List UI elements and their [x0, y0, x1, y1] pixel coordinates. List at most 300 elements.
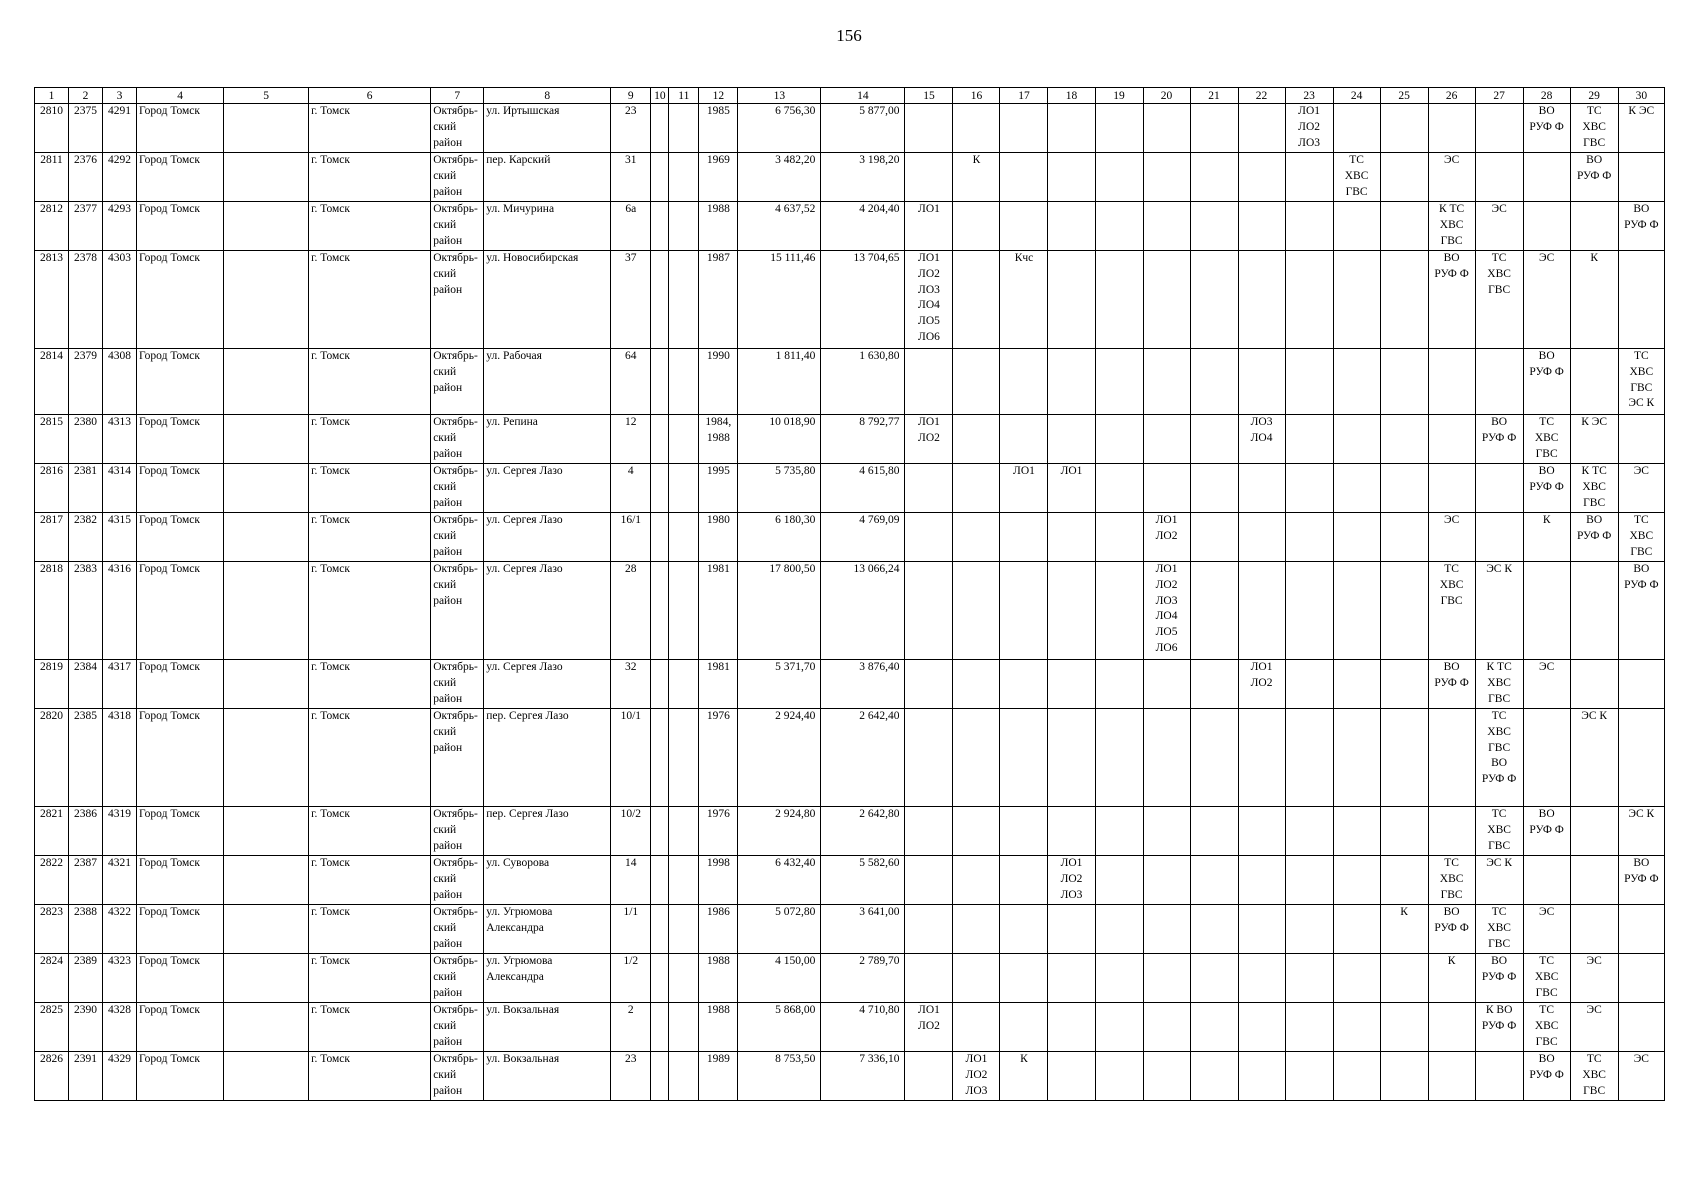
table-cell: 2812: [35, 202, 69, 251]
table-cell: [1380, 464, 1428, 513]
table-row: [35, 905, 1665, 954]
table-cell: [224, 349, 309, 415]
table-cell: [1190, 1052, 1238, 1101]
table-cell: 1976: [699, 807, 738, 856]
table-cell: [1000, 709, 1048, 807]
table-cell: [1618, 660, 1664, 709]
table-cell: [1048, 513, 1095, 562]
table-cell: [669, 660, 699, 709]
table-cell: Город Томск: [137, 807, 224, 856]
table-cell: [669, 202, 699, 251]
table-cell: Октябрь- ский район: [431, 104, 484, 153]
table-row: [35, 104, 1665, 153]
table-cell: [1143, 251, 1190, 349]
table-cell: [1285, 349, 1333, 415]
table-cell: ТС ХВС ГВС: [1523, 954, 1570, 1003]
table-cell: 14: [611, 856, 651, 905]
table-cell: ВО РУФ Ф: [1428, 905, 1475, 954]
table-cell: [1095, 856, 1143, 905]
table-cell: [1333, 202, 1380, 251]
table-cell: [1333, 251, 1380, 349]
table-cell: ВО РУФ Ф: [1618, 202, 1664, 251]
table-cell: [224, 562, 309, 660]
table-row: [35, 1052, 1665, 1101]
table-cell: Город Томск: [137, 856, 224, 905]
table-cell: 2817: [35, 513, 69, 562]
table-cell: 2380: [69, 415, 103, 464]
table-cell: [1000, 954, 1048, 1003]
table-cell: ЛО1 ЛО2 ЛО3: [953, 1052, 1000, 1101]
table-cell: ЭС: [1428, 513, 1475, 562]
table-cell: 2379: [69, 349, 103, 415]
table-cell: [1143, 104, 1190, 153]
table-cell: 1969: [699, 153, 738, 202]
table-cell: [1000, 807, 1048, 856]
page-number: 156: [836, 26, 862, 45]
table-cell: [1095, 1052, 1143, 1101]
table-cell: ТС ХВС ГВС: [1570, 104, 1618, 153]
table-cell: [905, 856, 953, 905]
table-cell: 4313: [103, 415, 137, 464]
table-cell: [1285, 202, 1333, 251]
table-cell: [1190, 856, 1238, 905]
table-cell: г. Томск: [309, 153, 431, 202]
column-number: 7: [431, 88, 484, 104]
table-cell: [1190, 202, 1238, 251]
table-cell: 2826: [35, 1052, 69, 1101]
table-cell: [1048, 1052, 1095, 1101]
table-cell: ТС ХВС ГВС: [1333, 153, 1380, 202]
table-cell: ВО РУФ Ф: [1475, 954, 1523, 1003]
table-cell: 1990: [699, 349, 738, 415]
table-cell: 2375: [69, 104, 103, 153]
table-cell: [1618, 415, 1664, 464]
table-cell: ЭС: [1523, 905, 1570, 954]
table-cell: [669, 513, 699, 562]
table-cell: ул. Рабочая: [484, 349, 611, 415]
table-cell: [1048, 202, 1095, 251]
column-number: 25: [1380, 88, 1428, 104]
table-cell: г. Томск: [309, 349, 431, 415]
table-cell: ТС ХВС ГВС ЭС К: [1618, 349, 1664, 415]
table-cell: [905, 709, 953, 807]
table-cell: ВО РУФ Ф: [1523, 349, 1570, 415]
table-cell: [1000, 562, 1048, 660]
table-cell: [953, 562, 1000, 660]
table-cell: 16/1: [611, 513, 651, 562]
column-number: 18: [1048, 88, 1095, 104]
table-cell: [1095, 905, 1143, 954]
table-cell: [1570, 856, 1618, 905]
table-cell: ЭС: [1618, 464, 1664, 513]
table-cell: [1285, 807, 1333, 856]
table-cell: [224, 856, 309, 905]
table-cell: [1048, 1003, 1095, 1052]
table-cell: г. Томск: [309, 660, 431, 709]
table-cell: [1428, 1052, 1475, 1101]
table-cell: г. Томск: [309, 415, 431, 464]
table-cell: К: [1000, 1052, 1048, 1101]
table-cell: ул. Сергея Лазо: [484, 513, 611, 562]
table-cell: Город Томск: [137, 905, 224, 954]
table-cell: 2384: [69, 660, 103, 709]
table-cell: 4 204,40: [821, 202, 905, 251]
table-cell: [1618, 709, 1664, 807]
table-cell: [1048, 251, 1095, 349]
table-cell: [1475, 104, 1523, 153]
column-number: 14: [821, 88, 905, 104]
table-cell: 4 637,52: [738, 202, 821, 251]
table-cell: К ЭС: [1570, 415, 1618, 464]
table-cell: [1190, 1003, 1238, 1052]
table-cell: [953, 104, 1000, 153]
table-cell: [224, 660, 309, 709]
table-cell: [1190, 709, 1238, 807]
table-cell: [1475, 464, 1523, 513]
table-cell: 7 336,10: [821, 1052, 905, 1101]
table-cell: 4317: [103, 660, 137, 709]
table-cell: 4308: [103, 349, 137, 415]
table-row: [35, 153, 1665, 202]
table-cell: [1380, 251, 1428, 349]
table-cell: [1285, 905, 1333, 954]
table-cell: 1985: [699, 104, 738, 153]
table-cell: К ЭС: [1618, 104, 1664, 153]
table-cell: [1190, 349, 1238, 415]
table-cell: [1285, 513, 1333, 562]
table-cell: 2814: [35, 349, 69, 415]
table-row: [35, 954, 1665, 1003]
table-cell: [1000, 349, 1048, 415]
column-number: 17: [1000, 88, 1048, 104]
table-cell: Город Томск: [137, 349, 224, 415]
table-cell: 2824: [35, 954, 69, 1003]
table-cell: Октябрь- ский район: [431, 856, 484, 905]
table-cell: [1238, 562, 1285, 660]
table-cell: [224, 709, 309, 807]
table-cell: 5 868,00: [738, 1003, 821, 1052]
table-cell: [953, 856, 1000, 905]
table-cell: [1570, 660, 1618, 709]
table-cell: Октябрь- ский район: [431, 415, 484, 464]
column-number: 6: [309, 88, 431, 104]
table-cell: [1000, 104, 1048, 153]
table-cell: [1000, 415, 1048, 464]
table-cell: 2823: [35, 905, 69, 954]
table-cell: [1285, 251, 1333, 349]
table-cell: Город Томск: [137, 104, 224, 153]
table-cell: ул. Иртышская: [484, 104, 611, 153]
column-number: 15: [905, 88, 953, 104]
table-cell: ЛО3 ЛО4: [1238, 415, 1285, 464]
table-cell: [905, 349, 953, 415]
column-number: 21: [1190, 88, 1238, 104]
column-number: 1: [35, 88, 69, 104]
table-row: [35, 562, 1665, 660]
table-cell: [1570, 905, 1618, 954]
table-cell: ВО РУФ Ф: [1618, 856, 1664, 905]
table-cell: [1095, 251, 1143, 349]
table-cell: [1380, 807, 1428, 856]
table-cell: 2821: [35, 807, 69, 856]
table-cell: К: [1523, 513, 1570, 562]
table-cell: ЛО1 ЛО2: [1143, 513, 1190, 562]
column-number: 13: [738, 88, 821, 104]
table-cell: [1143, 905, 1190, 954]
table-cell: 12: [611, 415, 651, 464]
table-cell: [1618, 251, 1664, 349]
table-cell: Октябрь- ский район: [431, 954, 484, 1003]
table-cell: [905, 513, 953, 562]
table-cell: 1995: [699, 464, 738, 513]
table-cell: ЛО1: [905, 202, 953, 251]
table-cell: 4319: [103, 807, 137, 856]
table-cell: 2388: [69, 905, 103, 954]
table-cell: [1333, 562, 1380, 660]
table-cell: [905, 905, 953, 954]
table-cell: 17 800,50: [738, 562, 821, 660]
table-cell: [1428, 349, 1475, 415]
table-cell: 3 876,40: [821, 660, 905, 709]
table-cell: Октябрь- ский район: [431, 905, 484, 954]
column-number: 5: [224, 88, 309, 104]
table-cell: ЛО1 ЛО2: [905, 415, 953, 464]
table-cell: ул. Угрюмова Александра: [484, 954, 611, 1003]
table-cell: [1333, 464, 1380, 513]
table-cell: [1190, 905, 1238, 954]
table-cell: г. Томск: [309, 1052, 431, 1101]
table-cell: ТС ХВС ГВС: [1618, 513, 1664, 562]
table-cell: К: [1428, 954, 1475, 1003]
table-cell: ЭС: [1570, 1003, 1618, 1052]
table-cell: [651, 905, 669, 954]
table-cell: [669, 954, 699, 1003]
table-cell: [1095, 104, 1143, 153]
table-cell: 6 180,30: [738, 513, 821, 562]
table-cell: Октябрь- ский район: [431, 513, 484, 562]
table-cell: [224, 104, 309, 153]
table-cell: [1000, 513, 1048, 562]
table-cell: [651, 562, 669, 660]
table-cell: 4: [611, 464, 651, 513]
table-cell: 1986: [699, 905, 738, 954]
table-cell: [1380, 1052, 1428, 1101]
table-row: [35, 856, 1665, 905]
table-cell: 13 704,65: [821, 251, 905, 349]
table-cell: [1143, 807, 1190, 856]
table-cell: Город Томск: [137, 464, 224, 513]
table-cell: [669, 905, 699, 954]
table-cell: [1618, 153, 1664, 202]
table-cell: [953, 1003, 1000, 1052]
table-cell: [1190, 104, 1238, 153]
table-cell: [1143, 349, 1190, 415]
table-cell: 1 630,80: [821, 349, 905, 415]
table-cell: [669, 349, 699, 415]
table-row: [35, 349, 1665, 415]
table-cell: г. Томск: [309, 905, 431, 954]
table-cell: [1380, 562, 1428, 660]
table-cell: [1190, 153, 1238, 202]
table-cell: ЛО1: [1048, 464, 1095, 513]
table-cell: [1095, 349, 1143, 415]
table-cell: [1333, 954, 1380, 1003]
table-cell: 2: [611, 1003, 651, 1052]
table-cell: 2381: [69, 464, 103, 513]
table-cell: [1190, 954, 1238, 1003]
table-cell: 1988: [699, 1003, 738, 1052]
table-cell: [1143, 415, 1190, 464]
table-cell: [1000, 660, 1048, 709]
table-cell: ЛО1 ЛО2 ЛО3: [1285, 104, 1333, 153]
table-cell: [1095, 464, 1143, 513]
table-cell: 3 641,00: [821, 905, 905, 954]
table-cell: пер. Сергея Лазо: [484, 807, 611, 856]
table-cell: 2815: [35, 415, 69, 464]
table-row: [35, 709, 1665, 807]
table-cell: 1 811,40: [738, 349, 821, 415]
table-cell: [224, 415, 309, 464]
table-row: [35, 1003, 1665, 1052]
table-cell: [1333, 349, 1380, 415]
column-number: 16: [953, 88, 1000, 104]
table-cell: [953, 807, 1000, 856]
table-cell: [1143, 660, 1190, 709]
table-cell: ул. Угрюмова Александра: [484, 905, 611, 954]
table-cell: [1475, 1052, 1523, 1101]
table-cell: 4 710,80: [821, 1003, 905, 1052]
table-cell: г. Томск: [309, 954, 431, 1003]
table-cell: 4328: [103, 1003, 137, 1052]
table-cell: 2818: [35, 562, 69, 660]
table-cell: 2387: [69, 856, 103, 905]
table-cell: К ВО РУФ Ф: [1475, 1003, 1523, 1052]
table-cell: [1380, 153, 1428, 202]
table-cell: [651, 464, 669, 513]
table-cell: ЭС: [1523, 251, 1570, 349]
table-cell: Город Томск: [137, 562, 224, 660]
table-cell: [1048, 709, 1095, 807]
table-cell: [1570, 807, 1618, 856]
table-cell: 4 615,80: [821, 464, 905, 513]
table-cell: 1988: [699, 954, 738, 1003]
table-cell: [1238, 1003, 1285, 1052]
table-cell: [669, 104, 699, 153]
table-cell: ул. Вокзальная: [484, 1003, 611, 1052]
table-cell: ВО РУФ Ф: [1475, 415, 1523, 464]
table-cell: [1333, 905, 1380, 954]
column-number: 22: [1238, 88, 1285, 104]
table-cell: ТС ХВС ГВС: [1428, 856, 1475, 905]
table-cell: 10/2: [611, 807, 651, 856]
table-cell: [1333, 1052, 1380, 1101]
table-row: [35, 660, 1665, 709]
table-cell: 1981: [699, 562, 738, 660]
table-cell: [953, 954, 1000, 1003]
table-cell: 2 642,80: [821, 807, 905, 856]
table-cell: Город Томск: [137, 415, 224, 464]
column-number: 2: [69, 88, 103, 104]
table-cell: [224, 807, 309, 856]
table-cell: ЭС К: [1618, 807, 1664, 856]
table-row: [35, 513, 1665, 562]
table-cell: 2376: [69, 153, 103, 202]
table-cell: ЭС: [1570, 954, 1618, 1003]
table-cell: [224, 954, 309, 1003]
table-cell: 2819: [35, 660, 69, 709]
table-cell: [651, 415, 669, 464]
table-cell: [1333, 807, 1380, 856]
table-cell: г. Томск: [309, 1003, 431, 1052]
table-cell: [1380, 513, 1428, 562]
table-cell: 4 769,09: [821, 513, 905, 562]
table-cell: [1190, 415, 1238, 464]
table-cell: ТС ХВС ГВС: [1428, 562, 1475, 660]
table-cell: 10/1: [611, 709, 651, 807]
table-cell: [1475, 513, 1523, 562]
table-cell: Город Томск: [137, 513, 224, 562]
table-cell: [905, 562, 953, 660]
table-cell: [1238, 153, 1285, 202]
table-cell: Октябрь- ский район: [431, 660, 484, 709]
table-cell: [1048, 562, 1095, 660]
table-cell: [669, 562, 699, 660]
table-cell: [1570, 562, 1618, 660]
table-cell: [651, 856, 669, 905]
table-cell: г. Томск: [309, 562, 431, 660]
table-cell: 2825: [35, 1003, 69, 1052]
table-cell: [1238, 251, 1285, 349]
table-cell: [1190, 464, 1238, 513]
table-cell: [1143, 153, 1190, 202]
table-cell: [1048, 104, 1095, 153]
table-cell: [1285, 1052, 1333, 1101]
table-cell: г. Томск: [309, 856, 431, 905]
column-number: 26: [1428, 88, 1475, 104]
table-cell: [1095, 415, 1143, 464]
table-cell: 2816: [35, 464, 69, 513]
table-cell: [1238, 807, 1285, 856]
table-cell: [1000, 905, 1048, 954]
table-cell: 2811: [35, 153, 69, 202]
table-cell: ТС ХВС ГВС: [1475, 251, 1523, 349]
table-cell: [1380, 660, 1428, 709]
table-cell: 6 756,30: [738, 104, 821, 153]
table-cell: [1618, 954, 1664, 1003]
table-cell: [1428, 415, 1475, 464]
table-cell: [669, 415, 699, 464]
table-cell: Город Томск: [137, 251, 224, 349]
table-cell: [1238, 513, 1285, 562]
column-number: 12: [699, 88, 738, 104]
table-cell: [953, 251, 1000, 349]
table-cell: [953, 415, 1000, 464]
table-cell: [1285, 464, 1333, 513]
table-cell: [1333, 415, 1380, 464]
table-cell: Город Томск: [137, 1003, 224, 1052]
table-cell: [1428, 104, 1475, 153]
column-number: 29: [1570, 88, 1618, 104]
table-cell: 3 482,20: [738, 153, 821, 202]
table-cell: [1380, 856, 1428, 905]
table-cell: [1380, 1003, 1428, 1052]
table-cell: К: [1380, 905, 1428, 954]
column-number-header: [35, 88, 1665, 104]
table-cell: [651, 251, 669, 349]
table-cell: ул. Суворова: [484, 856, 611, 905]
table-cell: [651, 1003, 669, 1052]
table-cell: 23: [611, 104, 651, 153]
